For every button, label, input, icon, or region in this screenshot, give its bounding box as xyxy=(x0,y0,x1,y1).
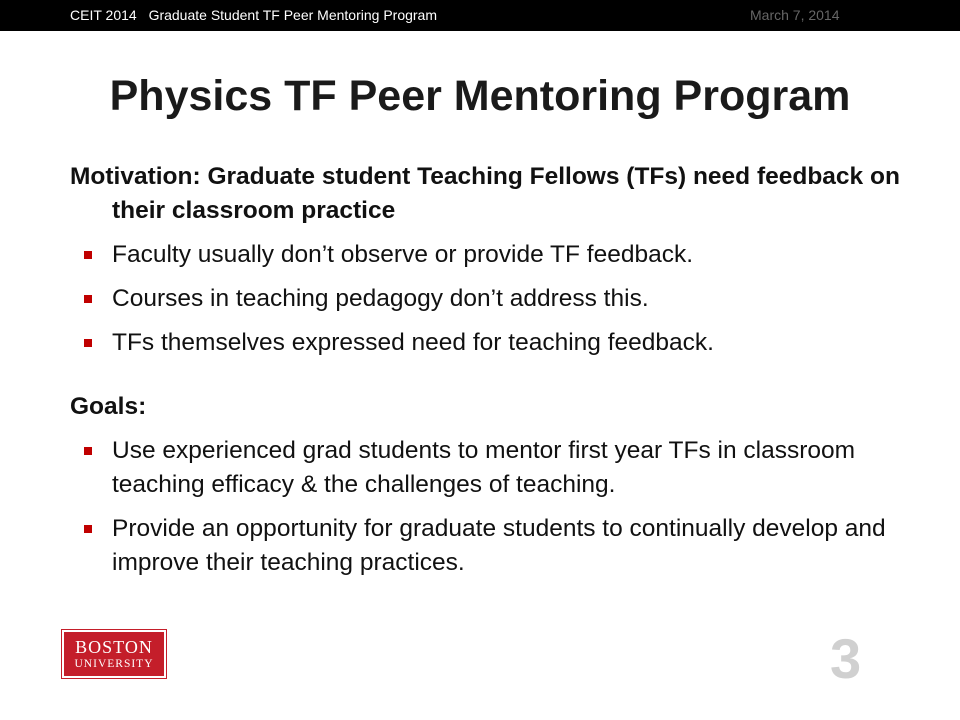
page-number: 3 xyxy=(830,627,862,690)
header-date: March 7, 2014 xyxy=(750,7,840,23)
slide-title: Physics TF Peer Mentoring Program xyxy=(109,72,851,120)
motivation-heading: Motivation: Graduate student Teaching Fellows (TFs) need feedback on their classroom practice xyxy=(70,163,900,224)
bullet-square-icon xyxy=(84,251,92,259)
header-bar xyxy=(0,0,960,31)
goals-bullet-2 xyxy=(70,512,920,580)
bullet-text: Faculty usually don’t observe or provide TF feedback. xyxy=(112,241,694,268)
bullet-text: Courses in teaching pedagogy don’t address this. xyxy=(112,285,649,312)
goals-bullet-1 xyxy=(70,434,920,502)
logo-line-1: BOSTON xyxy=(75,636,153,657)
header-program: Graduate Student TF Peer Mentoring Program xyxy=(148,7,438,23)
goals-heading: Goals: xyxy=(70,393,147,420)
bullet-square-icon xyxy=(84,295,92,303)
bullet-square-icon xyxy=(84,525,92,533)
motivation-bullet-1 xyxy=(70,238,920,272)
bullet-text: TFs themselves expressed need for teaching feedback. xyxy=(112,329,714,356)
bullet-square-icon xyxy=(84,339,92,347)
boston-university-logo xyxy=(62,630,166,678)
bullet-square-icon xyxy=(84,447,92,455)
motivation-bullet-2 xyxy=(70,282,920,316)
header-event: CEIT 2014 xyxy=(70,7,137,23)
slide-body xyxy=(70,160,920,580)
bullet-text: Use experienced grad students to mentor first year TFs in classroom teaching efficacy & the challenges of teaching. xyxy=(112,437,856,498)
logo-line-2: UNIVERSITY xyxy=(74,657,154,670)
bullet-text: Provide an opportunity for graduate students to continually develop and improve their teaching practices. xyxy=(112,515,886,576)
motivation-bullet-3 xyxy=(70,326,920,360)
header-left xyxy=(70,7,437,23)
